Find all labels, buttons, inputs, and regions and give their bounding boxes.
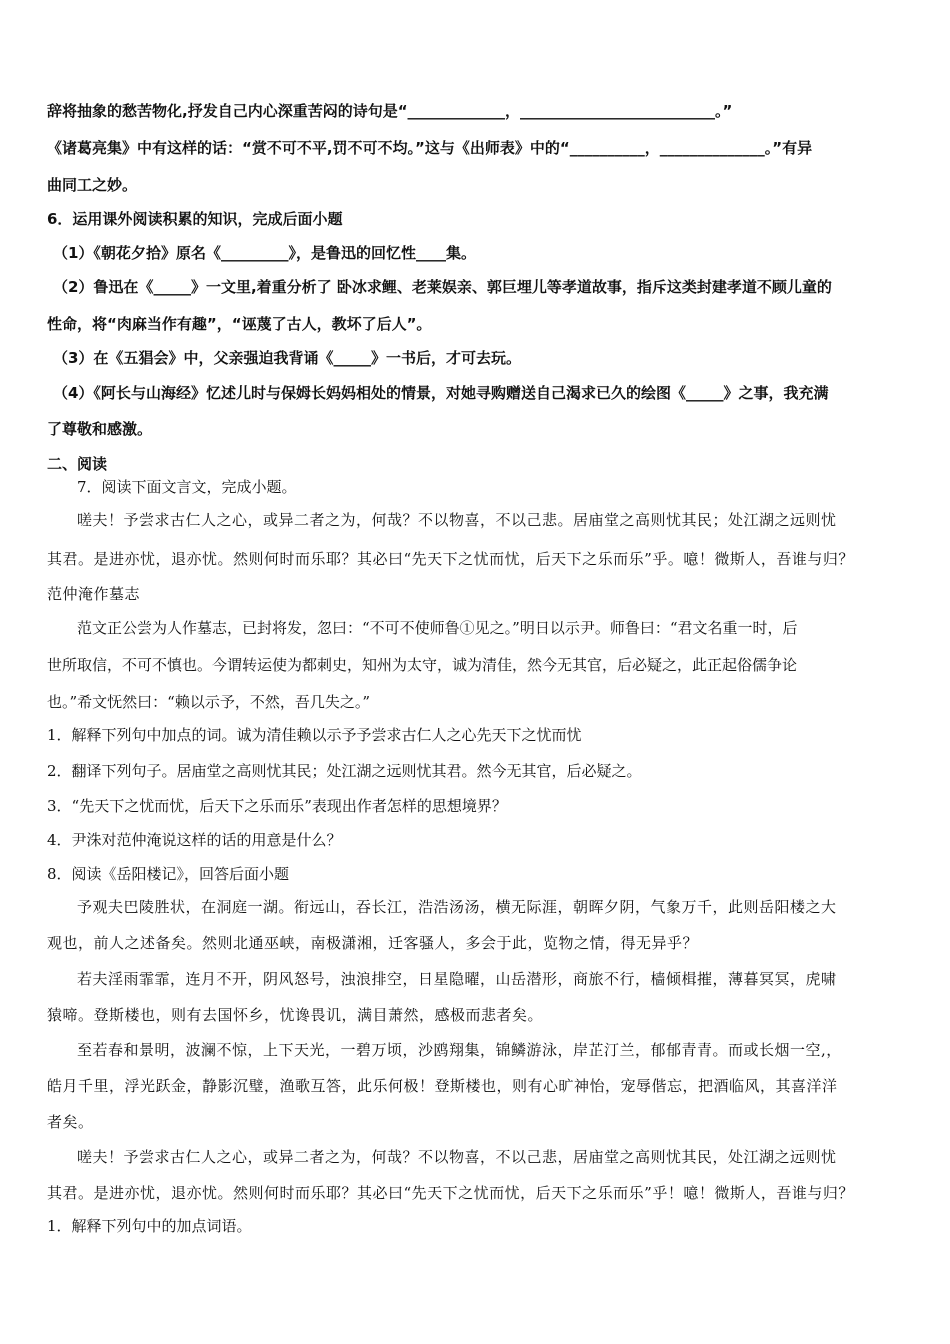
question-6-item-3: （3）在《五猖会》中，父亲强迫我背诵《_____》一书后，才可去玩。 (53, 349, 521, 367)
yueyang-para-3-line-2: 皓月千里，浮光跃金，静影沉璧，渔歌互答，此乐何极！登斯楼也，则有心旷神怡，宠辱偕忘，把酒临风，其喜洋洋 (47, 1077, 838, 1095)
question-7-heading: 7．阅读下面文言文，完成小题。 (77, 478, 297, 496)
yueyang-para-3-line-1: 至若春和景明，波澜不惊，上下天光，一碧万顷，沙鸥翔集，锦鳞游泳，岸芷汀兰，郁郁青青。而或长烟一空,， (77, 1041, 842, 1059)
passage-2-line-2: 世所取信，不可不慎也。今谓转运使为都刺史，知州为太守，诚为清佳，然今无其官，后必疑之，此正起俗儒争论 (47, 656, 798, 674)
question-6-heading: 6．运用课外阅读积累的知识，完成后面小题 (47, 210, 343, 228)
passage-2-line-3: 也。”希文怃然曰：“赖以示予，不然，吾几失之。” (47, 693, 371, 711)
poem-question-line: 辞将抽象的愁苦物化,抒发自己内心深重苦闷的诗句是“_____________，__________________________。” (47, 102, 733, 120)
question-8-heading: 8．阅读《岳阳楼记》，回答后面小题 (47, 865, 290, 883)
question-6-item-2-line-1: （2）鲁迅在《_____》一文里,着重分析了 卧冰求鲤、老莱娱亲、郭巨埋儿等孝道故事，指斥这类封建孝道不顾儿童的 (53, 278, 832, 296)
yueyang-para-4-line-1: 嗟夫！予尝求古仁人之心，或异二者之为，何哉？不以物喜，不以己悲，居庙堂之高则忧其民，处江湖之远则忧 (77, 1148, 837, 1166)
yueyang-para-2-line-2: 猿啼。登斯楼也，则有去国怀乡，忧谗畏讥，满目萧然，感极而悲者矣。 (47, 1006, 544, 1024)
question-6-item-4-line-2: 了尊敬和感激。 (47, 420, 153, 438)
question-6-item-1: （1）《朝花夕拾》原名《_________》，是鲁迅的回忆性____集。 (53, 244, 476, 262)
question-6-item-2-line-2: 性命，将“肉麻当作有趣”，“诬蔑了古人，教坏了后人”。 (47, 315, 432, 333)
passage-2-line-1: 范文正公尝为人作墓志，已封将发，忽曰：“不可不使师鲁①见之。”明日以示尹。师鲁曰：“君文名重一时，后 (77, 619, 798, 637)
yueyang-para-1-line-2: 观也，前人之述备矣。然则北通巫峡，南极潇湘，迁客骚人，多会于此，览物之情，得无异乎？ (47, 934, 699, 952)
zhuge-question-line-1: 《诸葛亮集》中有这样的话：“赏不可不平,罚不可不均。”这与《出师表》中的“__________，______________。”有异 (47, 139, 813, 157)
question-8-sub-1: 1．解释下列句中的加点词语。 (47, 1217, 252, 1235)
yueyang-para-3-line-3: 者矣。 (47, 1113, 94, 1131)
passage-1-line-1: 嗟夫！予尝求古仁人之心，或异二者之为，何哉？不以物喜，不以己悲。居庙堂之高则忧其民；处江湖之远则忧 (77, 511, 837, 529)
passage-1-line-2: 其君。是进亦忧，退亦忧。然则何时而乐耶？其必曰“先天下之忧而忧，后天下之乐而乐”乎。噫！微斯人，吾谁与归？ (47, 550, 854, 568)
yueyang-para-2-line-1: 若夫淫雨霏霏，连月不开，阴风怒号，浊浪排空，日星隐曜，山岳潜形，商旅不行，樯倾楫摧，薄暮冥冥，虎啸 (77, 970, 837, 988)
section-heading: 二、阅读 (47, 455, 108, 473)
question-7-sub-4: 4．尹洙对范仲淹说这样的话的用意是什么？ (47, 831, 342, 849)
question-7-sub-2: 2．翻译下列句子。居庙堂之高则忧其民；处江湖之远则忧其君。然今无其官，后必疑之。 (47, 762, 642, 780)
question-7-sub-1: 1．解释下列句中加点的词。诚为清佳赖以示予予尝求古仁人之心先天下之忧而忧 (47, 726, 582, 744)
passage-2-title: 范仲淹作墓志 (47, 585, 141, 603)
question-6-item-4-line-1: （4）《阿长与山海经》忆述儿时与保姆长妈妈相处的情景，对她寻购赠送自己渴求已久的绘图《_____》之事，我充满 (53, 384, 829, 402)
zhuge-question-line-2: 曲同工之妙。 (47, 176, 138, 194)
question-7-sub-3: 3．“先天下之忧而忧，后天下之乐而乐”表现出作者怎样的思想境界？ (47, 797, 507, 815)
yueyang-para-4-line-2: 其君。是进亦忧，退亦忧。然则何时而乐耶？其必曰“先天下之忧而忧，后天下之乐而乐”乎！噫！微斯人，吾谁与归？ (47, 1184, 854, 1202)
yueyang-para-1-line-1: 予观夫巴陵胜状，在洞庭一湖。衔远山，吞长江，浩浩汤汤，横无际涯，朝晖夕阴，气象万千，此则岳阳楼之大 (77, 898, 837, 916)
